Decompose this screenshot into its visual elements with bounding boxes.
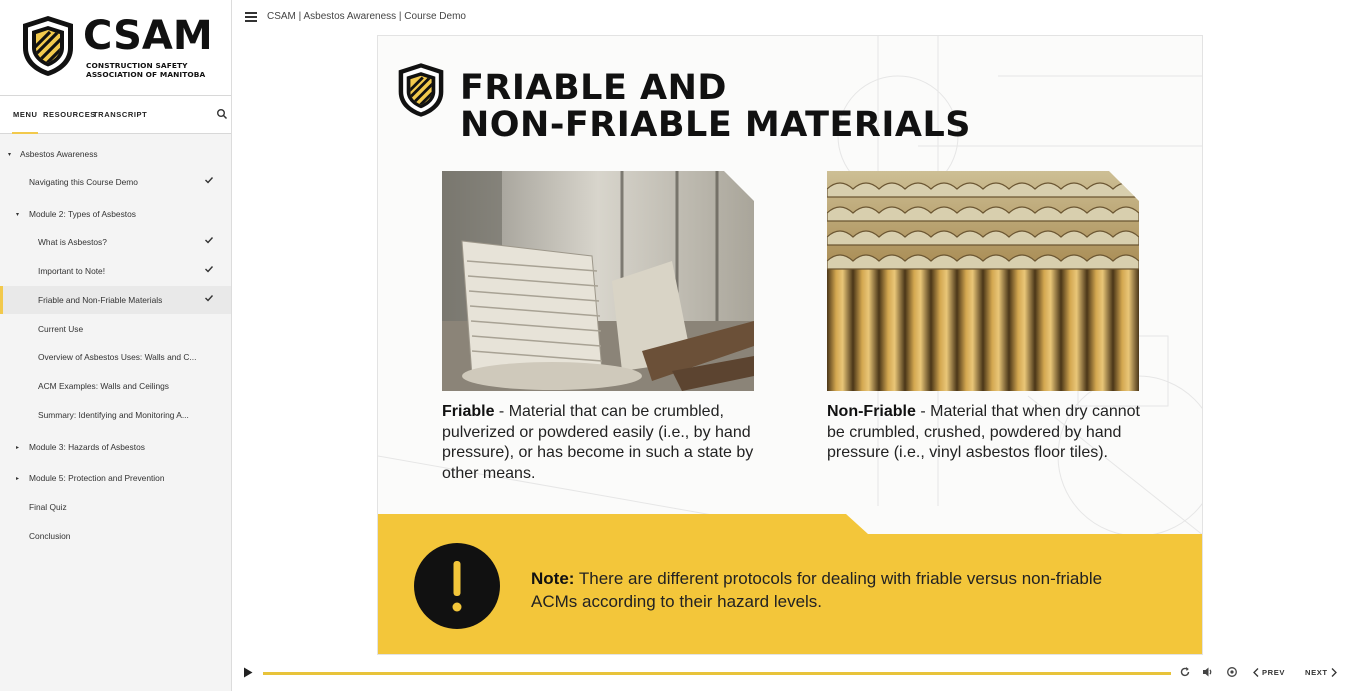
tab-transcript[interactable]: TRANSCRIPT: [93, 110, 148, 119]
logo-subtitle-line2: ASSOCIATION OF MANITOBA: [86, 70, 206, 79]
non-friable-description: [827, 402, 1157, 464]
prev-button[interactable]: [1253, 668, 1285, 677]
sidebar-item[interactable]: [0, 433, 231, 461]
shield-logo-icon: [396, 61, 446, 119]
sidebar-item[interactable]: [0, 493, 231, 521]
sidebar-item-label: Module 5: Protection and Prevention: [29, 473, 165, 483]
note-text: [531, 567, 1131, 613]
sidebar-item-label: Conclusion: [29, 531, 71, 541]
caret-down-icon[interactable]: ▾: [8, 151, 12, 158]
tab-resources[interactable]: RESOURCES: [43, 110, 96, 119]
sidebar-item-label: Important to Note!: [38, 266, 106, 276]
sidebar-item[interactable]: [0, 401, 231, 429]
checkmark-icon: [204, 264, 214, 274]
sidebar-tabs: [0, 96, 231, 134]
friable-term: Friable: [442, 403, 495, 420]
sidebar-item[interactable]: [0, 200, 231, 228]
slide-title-line2: NON-FRIABLE MATERIALS: [460, 105, 971, 145]
next-button[interactable]: [1305, 668, 1337, 677]
sidebar-item[interactable]: [0, 315, 231, 343]
checkmark-icon: [204, 293, 214, 303]
hamburger-icon[interactable]: [245, 12, 257, 22]
caret-right-icon[interactable]: ▸: [16, 444, 20, 451]
sidebar-item[interactable]: [0, 286, 231, 314]
active-tab-indicator: [12, 132, 38, 134]
note-body: There are different protocols for dealing with friable versus non-friable ACMs according to their hazard levels.: [531, 569, 1103, 611]
sidebar-item-label: Final Quiz: [29, 502, 67, 512]
caret-right-icon[interactable]: ▸: [16, 475, 20, 482]
settings-icon[interactable]: [1226, 666, 1238, 678]
sidebar-item-label: Overview of Asbestos Uses: Walls and C...: [38, 352, 197, 362]
sidebar-item[interactable]: [0, 228, 231, 256]
sidebar-item[interactable]: [0, 464, 231, 492]
course-title: CSAM | Asbestos Awareness | Course Demo: [267, 11, 466, 22]
sidebar-item[interactable]: [0, 257, 231, 285]
search-icon[interactable]: [216, 108, 228, 120]
slide: [377, 35, 1203, 655]
tab-menu[interactable]: MENU: [13, 110, 38, 119]
sidebar-item-label: Navigating this Course Demo: [29, 177, 138, 187]
logo-subtitle-line1: CONSTRUCTION SAFETY: [86, 61, 188, 70]
non-friable-definition: - Material that when dry cannot be crumbled, crushed, powdered by hand pressure (i.e., vinyl asbestos floor tiles).: [827, 403, 1140, 461]
sidebar-item-label: Current Use: [38, 324, 84, 334]
sidebar-item[interactable]: [0, 140, 231, 168]
checkmark-icon: [204, 235, 214, 245]
volume-icon[interactable]: [1202, 666, 1214, 678]
logo: [0, 0, 231, 96]
shield-logo-icon: [20, 14, 76, 78]
play-icon[interactable]: [243, 667, 253, 678]
non-friable-term: Non-Friable: [827, 403, 916, 420]
chevron-right-icon: [1331, 668, 1337, 677]
logo-wordmark: CSAM: [83, 13, 213, 59]
sidebar-item[interactable]: [0, 522, 231, 550]
caret-down-icon[interactable]: ▾: [16, 211, 20, 218]
checkmark-icon: [204, 175, 214, 185]
sidebar-item[interactable]: [0, 372, 231, 400]
sidebar-item-label: Friable and Non-Friable Materials: [38, 295, 163, 305]
sidebar-item[interactable]: [0, 168, 231, 196]
progress-bar[interactable]: [263, 672, 1171, 674]
sidebar-item-label: Asbestos Awareness: [20, 149, 98, 159]
sidebar: [0, 0, 232, 691]
sidebar-item-label: ACM Examples: Walls and Ceilings: [38, 381, 169, 391]
sidebar-item[interactable]: [0, 343, 231, 371]
exclamation-icon: [414, 543, 500, 629]
friable-description: [442, 402, 762, 484]
replay-icon[interactable]: [1179, 666, 1191, 678]
progress-fill: [263, 672, 1171, 675]
friable-definition: - Material that can be crumbled, pulverized or powdered easily (i.e., by hand pressure), or has become in such a state by other means.: [442, 403, 754, 482]
sidebar-item-label: Module 3: Hazards of Asbestos: [29, 442, 145, 452]
prev-label: PREV: [1262, 668, 1286, 677]
sidebar-item-label: Module 2: Types of Asbestos: [29, 209, 136, 219]
slide-title-line1: FRIABLE AND: [460, 68, 727, 108]
sidebar-item-label: What is Asbestos?: [38, 237, 107, 247]
sidebar-item-label: Summary: Identifying and Monitoring A...: [38, 410, 189, 420]
chevron-left-icon: [1253, 668, 1259, 677]
friable-material-photo: [442, 171, 754, 391]
next-label: NEXT: [1305, 668, 1328, 677]
non-friable-material-photo: [827, 171, 1139, 391]
note-label: Note:: [531, 569, 575, 588]
